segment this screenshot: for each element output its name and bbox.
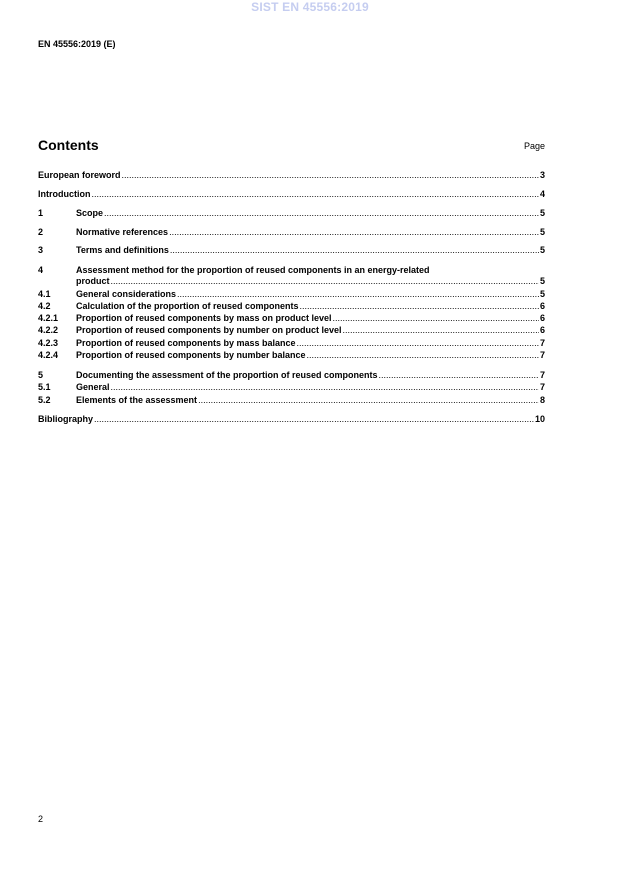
toc-entry-by-mass-product-level[interactable]: [38, 313, 545, 324]
toc-entry-number: 5: [38, 370, 44, 380]
toc-leader-dots: [198, 395, 539, 406]
toc-entry-title: European foreword: [38, 170, 121, 180]
toc-entry-title: Calculation of the proportion of reused components: [76, 301, 299, 311]
toc-entry-number: 4.2.3: [38, 338, 59, 348]
toc-leader-dots: [170, 245, 539, 256]
toc-entry-general[interactable]: [38, 382, 545, 393]
toc-entry-number: 4.2.1: [38, 313, 59, 323]
toc-entry-number: 1: [38, 208, 44, 218]
contents-heading: Contents: [38, 137, 99, 153]
toc-entry-title: Documenting the assessment of the proportion of reused components: [76, 370, 378, 380]
toc-entry-page: 5: [539, 276, 545, 286]
toc-entry-page: 8: [539, 395, 545, 405]
toc-entry-page: 7: [539, 350, 545, 360]
toc-entry-terms-and-definitions[interactable]: [38, 245, 545, 256]
toc-leader-dots: [333, 313, 539, 324]
toc-entry-title: Proportion of reused components by number balance: [76, 350, 306, 360]
toc-entry-page: 7: [539, 370, 545, 380]
toc-leader-dots: [177, 289, 539, 300]
toc-entry-title: product: [76, 276, 110, 286]
toc-entry-title-line1: Assessment method for the proportion of reused components in an energy-related: [76, 265, 430, 275]
toc-entry-number: 4.2.2: [38, 325, 59, 335]
toc-entry-number: 5.2: [38, 395, 51, 405]
toc-entry-title: Introduction: [38, 189, 91, 199]
toc-entry-page: 3: [539, 170, 545, 180]
document-identifier: EN 45556:2019 (E): [38, 39, 116, 49]
page-column-label: Page: [523, 141, 545, 151]
toc-entry-title: Proportion of reused components by number on product level: [76, 325, 342, 335]
toc-entry-number: 4.1: [38, 289, 51, 299]
page-number: 2: [38, 814, 44, 824]
toc-entry-title: Scope: [76, 208, 104, 218]
toc-entry-european-foreword[interactable]: [38, 170, 545, 181]
toc-entry-page: 5: [539, 208, 545, 218]
toc-entry-title: Terms and definitions: [76, 245, 169, 255]
toc-leader-dots: [111, 382, 539, 393]
toc-entry-page: 5: [539, 289, 545, 299]
toc-entry-number: 4.2.4: [38, 350, 59, 360]
toc-entry-page: 6: [539, 313, 545, 323]
toc-entry-title: Proportion of reused components by mass balance: [76, 338, 296, 348]
toc-leader-dots: [169, 227, 539, 238]
toc-leader-dots: [343, 325, 539, 336]
toc-entry-general-considerations[interactable]: [38, 289, 545, 300]
toc-leader-dots: [92, 189, 539, 200]
toc-entry-elements-of-assessment[interactable]: [38, 395, 545, 406]
toc-entry-page: 5: [539, 227, 545, 237]
toc-entry-title: General: [76, 382, 110, 392]
toc-entry-title: General considerations: [76, 289, 177, 299]
toc-entry-bibliography[interactable]: [38, 414, 545, 425]
toc-entry-title: Bibliography: [38, 414, 94, 424]
toc-entry-title: Normative references: [76, 227, 169, 237]
toc-entry-introduction[interactable]: [38, 189, 545, 200]
toc-entry-number: 4: [38, 265, 44, 275]
toc-entry-page: 4: [539, 189, 545, 199]
toc-entry-page: 7: [539, 382, 545, 392]
toc-leader-dots: [122, 170, 539, 181]
toc-entry-title: Elements of the assessment: [76, 395, 198, 405]
toc-entry-page: 5: [539, 245, 545, 255]
toc-leader-dots: [94, 414, 534, 425]
toc-entry-title: Proportion of reused components by mass on product level: [76, 313, 332, 323]
toc-leader-dots: [379, 370, 539, 381]
toc-leader-dots: [307, 350, 539, 361]
toc-entry-number: 5.1: [38, 382, 51, 392]
toc-entry-by-number-balance[interactable]: [38, 350, 545, 361]
toc-entry-page: 6: [539, 301, 545, 311]
toc-entry-number: 2: [38, 227, 44, 237]
toc-entry-documenting-assessment[interactable]: [38, 370, 545, 381]
toc-leader-dots: [297, 338, 539, 349]
toc-entry-normative-references[interactable]: [38, 227, 545, 238]
toc-entry-calculation[interactable]: [38, 301, 545, 312]
toc-entry-scope[interactable]: [38, 208, 545, 219]
toc-leader-dots: [300, 301, 539, 312]
toc-entry-assessment-method[interactable]: [38, 265, 545, 287]
toc-entry-number: 4.2: [38, 301, 51, 311]
toc-entry-page: 6: [539, 325, 545, 335]
toc-entry-by-number-product-level[interactable]: [38, 325, 545, 336]
toc-entry-number: 3: [38, 245, 44, 255]
toc-entry-page: 10: [534, 414, 545, 424]
toc-entry-page: 7: [539, 338, 545, 348]
toc-leader-dots: [111, 276, 539, 287]
toc-entry-by-mass-balance[interactable]: [38, 338, 545, 349]
toc-leader-dots: [104, 208, 539, 219]
watermark: SIST EN 45556:2019: [251, 0, 369, 14]
